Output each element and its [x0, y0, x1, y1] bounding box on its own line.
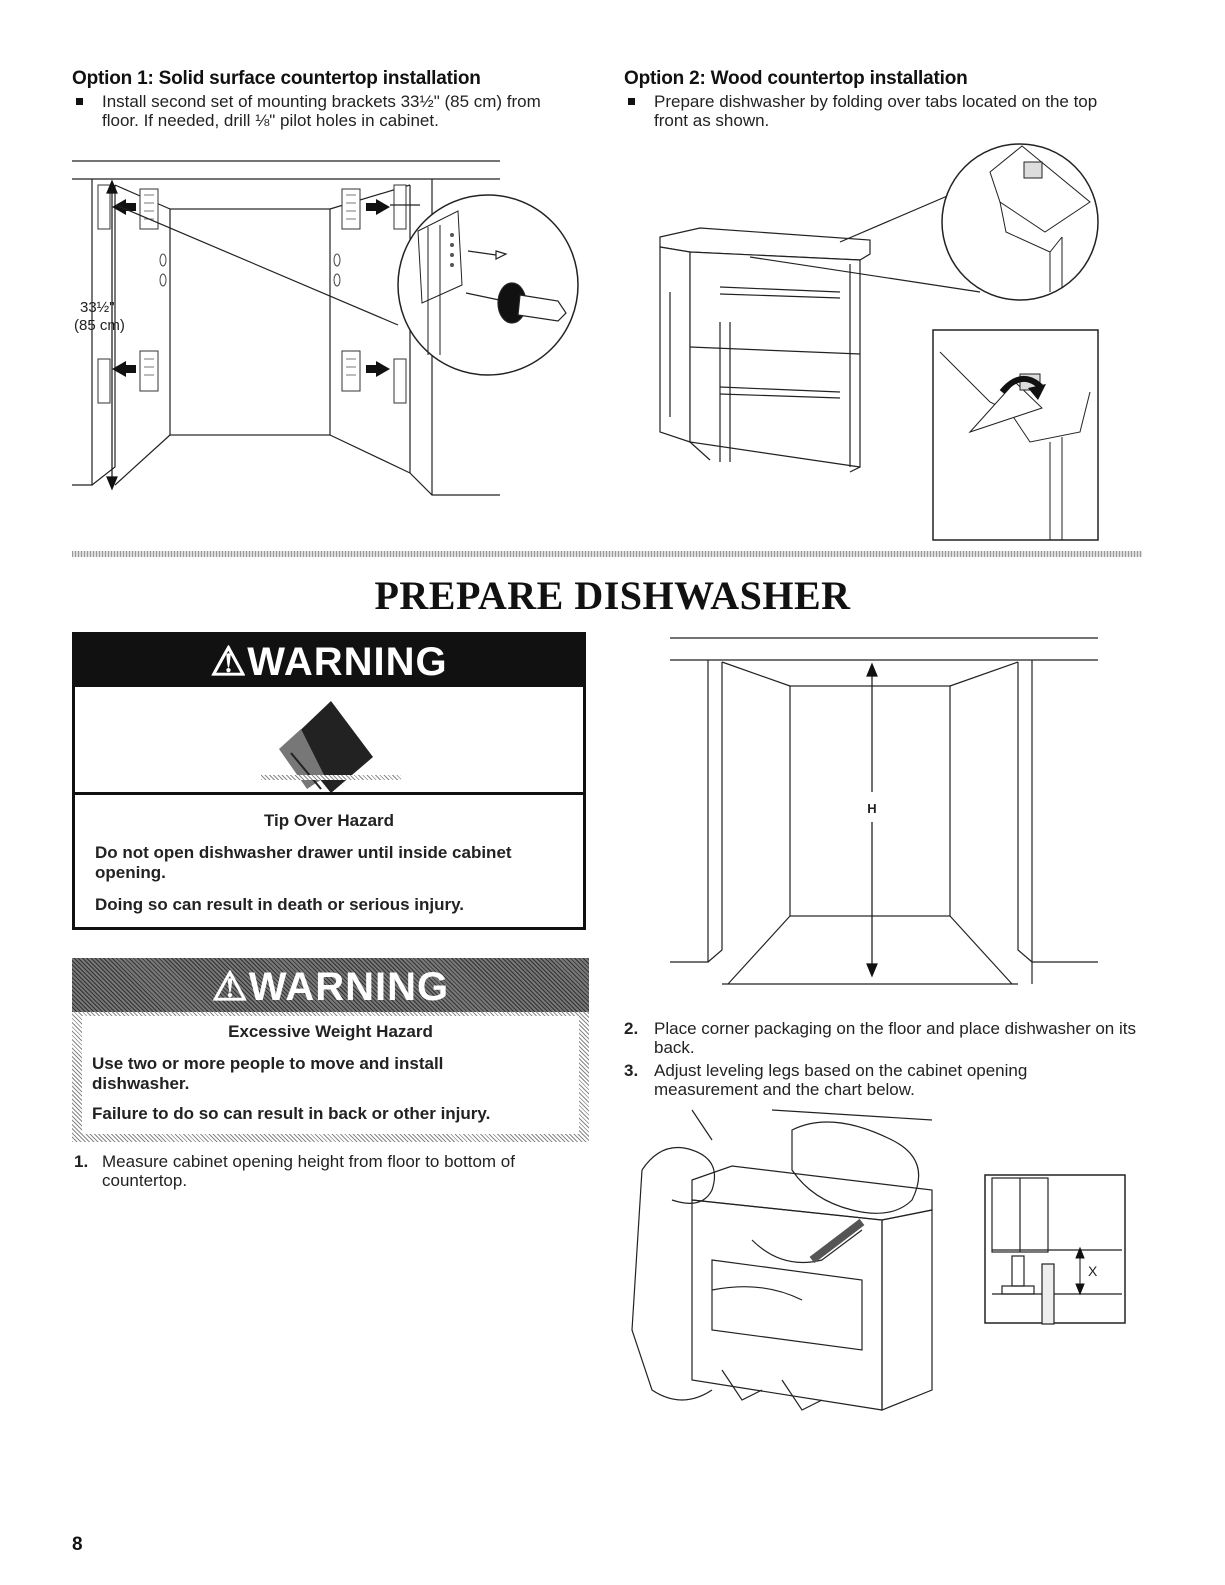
fig-dimension-in: 33½": [80, 299, 115, 316]
bullet: [76, 98, 83, 105]
hazard-line2: Doing so can result in death or serious injury.: [95, 895, 465, 914]
hazard-line1: Do not open dishwasher drawer until inside cabinet opening.: [95, 843, 512, 882]
section-title: PREPARE DISHWASHER: [374, 573, 851, 618]
step-3-text: Adjust leveling legs based on the cabinet opening measurement and the chart below.: [654, 1061, 1028, 1099]
floor-line: [261, 775, 401, 780]
hazard-line2: Failure to do so can result in back or other injury.: [92, 1104, 491, 1123]
warning-header: [75, 635, 583, 687]
section-divider: [72, 551, 1142, 557]
bullet: [628, 98, 635, 105]
fig-dimension-cm: (85 cm): [74, 317, 125, 334]
cabinet-height-figure: [666, 632, 1106, 992]
leg-measure-figure: [982, 1172, 1132, 1332]
height-label: H: [867, 801, 877, 816]
adjust-legs-figure: [632, 1110, 972, 1430]
warning-header: [72, 958, 589, 1012]
alert-triangle-icon: ⚠: [210, 640, 248, 684]
hazard-title: Excessive Weight Hazard: [228, 1022, 433, 1041]
step-number: 2.: [624, 1019, 639, 1038]
warning-excessive-weight: [72, 958, 589, 1142]
option1-text: Install second set of mounting brackets 33½" (85 cm) from floor. If needed, drill ⅛" pilot holes in cabinet.: [102, 92, 541, 130]
option1-title: Option 1: Solid surface countertop installation: [72, 68, 481, 89]
tip-over-pictogram-area: [75, 687, 583, 795]
step-2-text: Place corner packaging on the floor and place dishwasher on its back.: [654, 1019, 1136, 1057]
warning-tip-over: [72, 632, 586, 930]
x-label: X: [1088, 1263, 1098, 1279]
alert-triangle-icon: ⚠: [211, 965, 249, 1009]
warning-label: WARNING: [248, 965, 450, 1009]
cabinet-brackets-figure: [60, 155, 580, 515]
dishwasher-tabs-figure: [650, 142, 1130, 542]
page-number: 8: [72, 1534, 83, 1555]
hazard-title: Tip Over Hazard: [263, 811, 395, 830]
step-1-text: Measure cabinet opening height from floor to bottom of countertop.: [102, 1152, 515, 1190]
hazard-line1: Use two or more people to move and install dishwasher.: [92, 1054, 444, 1093]
step-number: 1.: [74, 1152, 89, 1171]
option2-text: Prepare dishwasher by folding over tabs located on the top front as shown.: [654, 92, 1098, 130]
option2-title: Option 2: Wood countertop installation: [624, 68, 968, 89]
step-number: 3.: [624, 1061, 639, 1080]
warning-label: WARNING: [247, 640, 448, 684]
